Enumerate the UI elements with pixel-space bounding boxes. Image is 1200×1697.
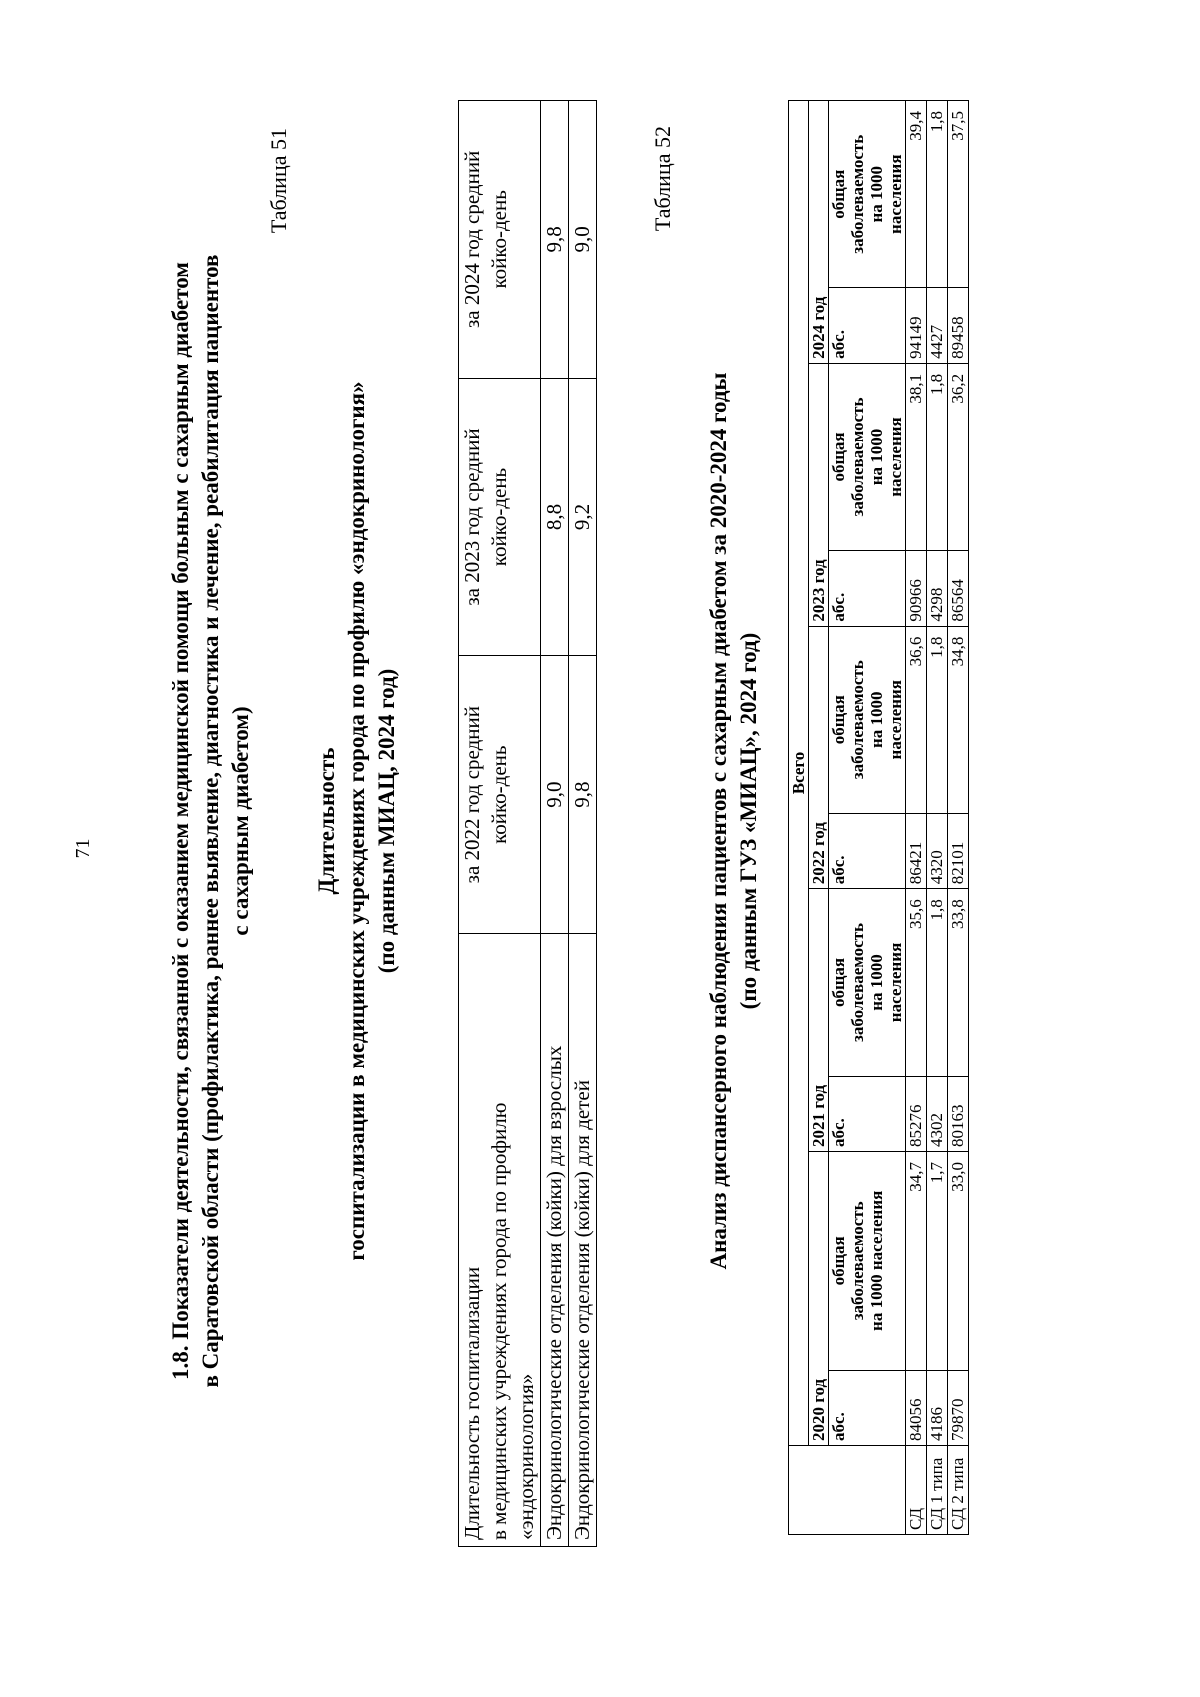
table52-header-sub-row — [829, 101, 906, 1535]
table52-corner-cell — [789, 1446, 906, 1535]
table-row — [906, 101, 927, 1535]
table51-title — [312, 131, 402, 1511]
table51-header-col2: за 2022 год средний койко-день — [459, 656, 541, 934]
table52-cell: 1,8 — [927, 363, 948, 550]
table52-cell: 84056 — [906, 1370, 927, 1445]
table52-cell: 36,6 — [906, 626, 927, 813]
table52-cell: 1,8 — [927, 889, 948, 1076]
table52-rate-header: общая заболеваемость на 1000 населения — [829, 1152, 906, 1371]
table-row — [541, 101, 569, 1547]
table51-header-col1: Длительность госпитализации в медицинских учреждениях города по профилю «эндокринология» — [459, 934, 541, 1547]
table51-title-line1: Длительность — [314, 747, 339, 895]
table52-abs-header: абс. — [829, 813, 906, 888]
section-heading — [166, 131, 256, 1511]
table52-cell: 86421 — [906, 813, 927, 888]
table52-cell: 79870 — [948, 1370, 969, 1445]
table52-cell: 4320 — [927, 813, 948, 888]
table52-cell: 33,0 — [948, 1152, 969, 1371]
table51-cell: 9,8 — [569, 656, 597, 934]
table52-cell: 4427 — [927, 288, 948, 363]
table51-caption: Таблица 51 — [266, 128, 291, 234]
table52-cell: 1,7 — [927, 1152, 948, 1371]
table52-cell: 82101 — [948, 813, 969, 888]
table52-cell: 85276 — [906, 1076, 927, 1151]
table52-abs-header: абс. — [829, 1370, 906, 1445]
section-heading-line1: 1.8. Показатели деятельности, связанной с оказанием медицинской помощи больным с сахарным диабетом — [168, 262, 193, 1380]
table51-title-line3: (по данным МИАЦ, 2024 год) — [374, 668, 399, 974]
table51-header-col3: за 2023 год средний койко-день — [459, 378, 541, 656]
table52-cell: 4186 — [927, 1370, 948, 1445]
table52-year: 2022 год — [809, 626, 829, 889]
table52-cell: 89458 — [948, 288, 969, 363]
table51-cell: 9,8 — [541, 101, 569, 379]
table52-rate-header: общая заболеваемость на 1000 населения — [829, 363, 906, 550]
table-row — [569, 101, 597, 1547]
table52-cell: 4298 — [927, 551, 948, 626]
table52-cell: 1,8 — [927, 626, 948, 813]
table52-cell: 1,8 — [927, 101, 948, 288]
table52-cell: 4302 — [927, 1076, 948, 1151]
table51-header-row — [459, 101, 541, 1547]
table52-cell: 94149 — [906, 288, 927, 363]
table52-caption: Таблица 52 — [650, 126, 675, 232]
table52-header-years-row — [809, 101, 829, 1535]
table52-title-line1: Анализ диспансерного наблюдения пациентов с сахарным диабетом за 2020-2024 годы — [706, 372, 731, 1270]
table51-cell: 8,8 — [541, 378, 569, 656]
table52-cell: 34,8 — [948, 626, 969, 813]
table52-title-line2: (по данным ГУЗ «МИАЦ», 2024 год) — [736, 632, 761, 1010]
table52-rate-header: общая заболеваемость на 1000 населения — [829, 101, 906, 288]
table52-cell: 38,1 — [906, 363, 927, 550]
table51-title-line2: госпитализации в медицинских учреждениях города по профилю «эндокринология» — [344, 381, 369, 1261]
table52-cell: 33,8 — [948, 889, 969, 1076]
table52-row-label: СД 1 типа — [927, 1446, 948, 1535]
table51-row-label: Эндокринологические отделения (койки) для детей — [569, 934, 597, 1547]
table52-abs-header: абс. — [829, 288, 906, 363]
table-row — [948, 101, 969, 1535]
table51-cell: 9,0 — [569, 101, 597, 379]
table52-cell: 90966 — [906, 551, 927, 626]
table-row — [927, 101, 948, 1535]
table51-row-label: Эндокринологические отделения (койки) для взрослых — [541, 934, 569, 1547]
table52-abs-header: абс. — [829, 551, 906, 626]
table52-cell: 37,5 — [948, 101, 969, 288]
table52-abs-header: абс. — [829, 1076, 906, 1151]
table51-cell: 9,2 — [569, 378, 597, 656]
table51-header-col4: за 2024 год средний койко-день — [459, 101, 541, 379]
table52-year: 2020 год — [809, 1152, 829, 1446]
page-number: 71 — [72, 838, 94, 859]
table52-rate-header: общая заболеваемость на 1000 населения — [829, 889, 906, 1076]
table52-cell: 86564 — [948, 551, 969, 626]
table52-title — [704, 131, 764, 1511]
table52-cell: 35,6 — [906, 889, 927, 1076]
table52-row-label: СД — [906, 1446, 927, 1535]
table52-row-label: СД 2 типа — [948, 1446, 969, 1535]
table52-header-total-row — [789, 101, 809, 1535]
table52-cell: 34,7 — [906, 1152, 927, 1371]
section-heading-line3: с сахарным диабетом) — [228, 706, 253, 936]
table52-year: 2021 год — [809, 889, 829, 1152]
table52-header-total: Всего — [789, 101, 809, 1446]
table52-cell: 39,4 — [906, 101, 927, 288]
section-heading-line2: в Саратовской области (профилактика, раннее выявление, диагностика и лечение, реабилитация пациентов — [198, 254, 223, 1388]
table52-year: 2023 год — [809, 363, 829, 626]
table52-year: 2024 год — [809, 101, 829, 364]
table51-cell: 9,0 — [541, 656, 569, 934]
table51 — [458, 100, 597, 1547]
table52 — [788, 100, 969, 1535]
table52-cell: 80163 — [948, 1076, 969, 1151]
table52-cell: 36,2 — [948, 363, 969, 550]
table52-rate-header: общая заболеваемость на 1000 населения — [829, 626, 906, 813]
